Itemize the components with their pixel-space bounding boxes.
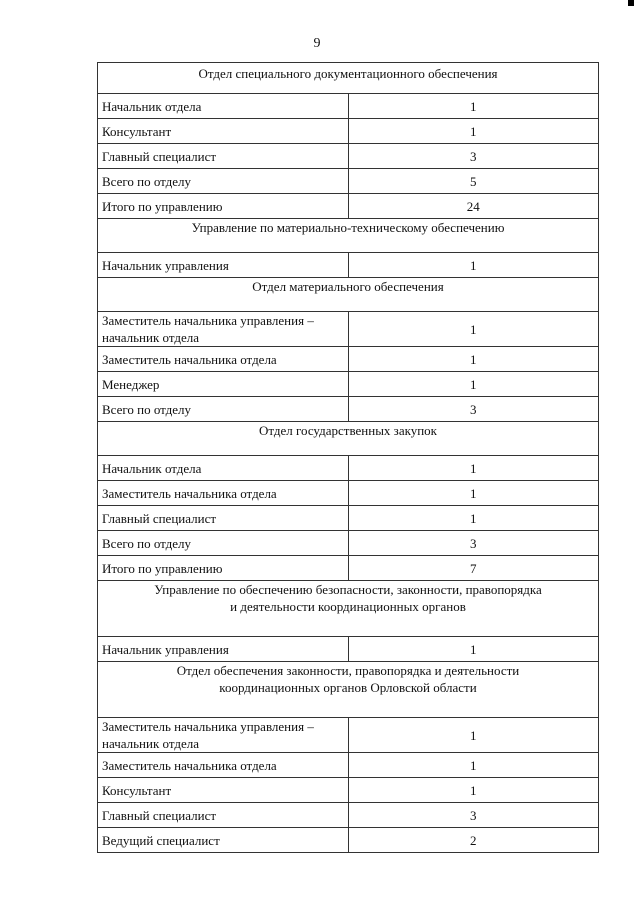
table-row	[98, 312, 599, 347]
table-row	[98, 372, 599, 397]
section-header-row	[98, 422, 599, 456]
position-cell: Заместитель начальника отдела	[98, 481, 349, 506]
count-cell: 1	[348, 637, 599, 662]
position-cell: Заместитель начальника отдела	[98, 347, 349, 372]
position-cell: Заместитель начальника управления – начальник отдела	[98, 312, 349, 347]
section-title	[98, 662, 599, 718]
position-cell: Ведущий специалист	[98, 828, 349, 853]
position-cell: Менеджер	[98, 372, 349, 397]
table-row	[98, 144, 599, 169]
count-cell: 1	[348, 347, 599, 372]
page-number: 9	[313, 36, 321, 51]
count-cell: 1	[348, 372, 599, 397]
section-title-line: и деятельности координационных органов	[230, 599, 466, 614]
staff-table	[97, 62, 599, 853]
table-row	[98, 253, 599, 278]
table-row	[98, 803, 599, 828]
table-row	[98, 397, 599, 422]
table-row	[98, 753, 599, 778]
table-row	[98, 481, 599, 506]
count-cell: 7	[348, 556, 599, 581]
table-row	[98, 718, 599, 753]
count-cell: 1	[348, 94, 599, 119]
count-cell: 3	[348, 531, 599, 556]
count-cell: 3	[348, 803, 599, 828]
table-row	[98, 456, 599, 481]
position-cell: Начальник управления	[98, 637, 349, 662]
table-row	[98, 531, 599, 556]
section-title-line: координационных органов Орловской области	[219, 680, 477, 695]
position-cell: Начальник отдела	[98, 456, 349, 481]
position-cell: Главный специалист	[98, 506, 349, 531]
position-cell: Всего по отделу	[98, 397, 349, 422]
staff-table-body	[98, 63, 599, 853]
table-row	[98, 556, 599, 581]
position-cell: Итого по управлению	[98, 556, 349, 581]
position-cell: Консультант	[98, 119, 349, 144]
table-row	[98, 94, 599, 119]
count-cell: 1	[348, 253, 599, 278]
count-cell: 3	[348, 144, 599, 169]
section-header-row	[98, 219, 599, 253]
table-row	[98, 347, 599, 372]
position-cell: Всего по отделу	[98, 169, 349, 194]
position-cell: Главный специалист	[98, 803, 349, 828]
table-row	[98, 637, 599, 662]
count-cell: 3	[348, 397, 599, 422]
section-header-row	[98, 278, 599, 312]
position-cell: Заместитель начальника управления – начальник отдела	[98, 718, 349, 753]
section-header-row	[98, 662, 599, 718]
position-cell: Консультант	[98, 778, 349, 803]
section-title: Управление по материально-техническому обеспечению	[98, 219, 599, 253]
position-cell: Всего по отделу	[98, 531, 349, 556]
position-cell: Итого по управлению	[98, 194, 349, 219]
count-cell: 1	[348, 456, 599, 481]
position-cell: Заместитель начальника отдела	[98, 753, 349, 778]
count-cell: 2	[348, 828, 599, 853]
section-header-row	[98, 581, 599, 637]
section-title: Отдел специального документационного обеспечения	[98, 63, 599, 94]
position-cell: Начальник управления	[98, 253, 349, 278]
position-cell: Начальник отдела	[98, 94, 349, 119]
section-title-line: Отдел обеспечения законности, правопорядка и деятельности	[176, 663, 520, 678]
section-title: Отдел материального обеспечения	[98, 278, 599, 312]
count-cell: 1	[348, 312, 599, 347]
count-cell: 1	[348, 119, 599, 144]
count-cell: 1	[348, 506, 599, 531]
count-cell: 1	[348, 753, 599, 778]
table-row	[98, 119, 599, 144]
table-row	[98, 778, 599, 803]
count-cell: 24	[348, 194, 599, 219]
table-row	[98, 194, 599, 219]
section-title	[98, 581, 599, 637]
count-cell: 1	[348, 481, 599, 506]
table-row	[98, 506, 599, 531]
count-cell: 1	[348, 778, 599, 803]
position-cell: Главный специалист	[98, 144, 349, 169]
section-title-line: Управление по обеспечению безопасности, законности, правопорядка	[154, 582, 542, 597]
table-row	[98, 828, 599, 853]
scan-corner-mark	[628, 0, 634, 6]
count-cell: 1	[348, 718, 599, 753]
table-row	[98, 169, 599, 194]
section-header-row	[98, 63, 599, 94]
section-title: Отдел государственных закупок	[98, 422, 599, 456]
count-cell: 5	[348, 169, 599, 194]
